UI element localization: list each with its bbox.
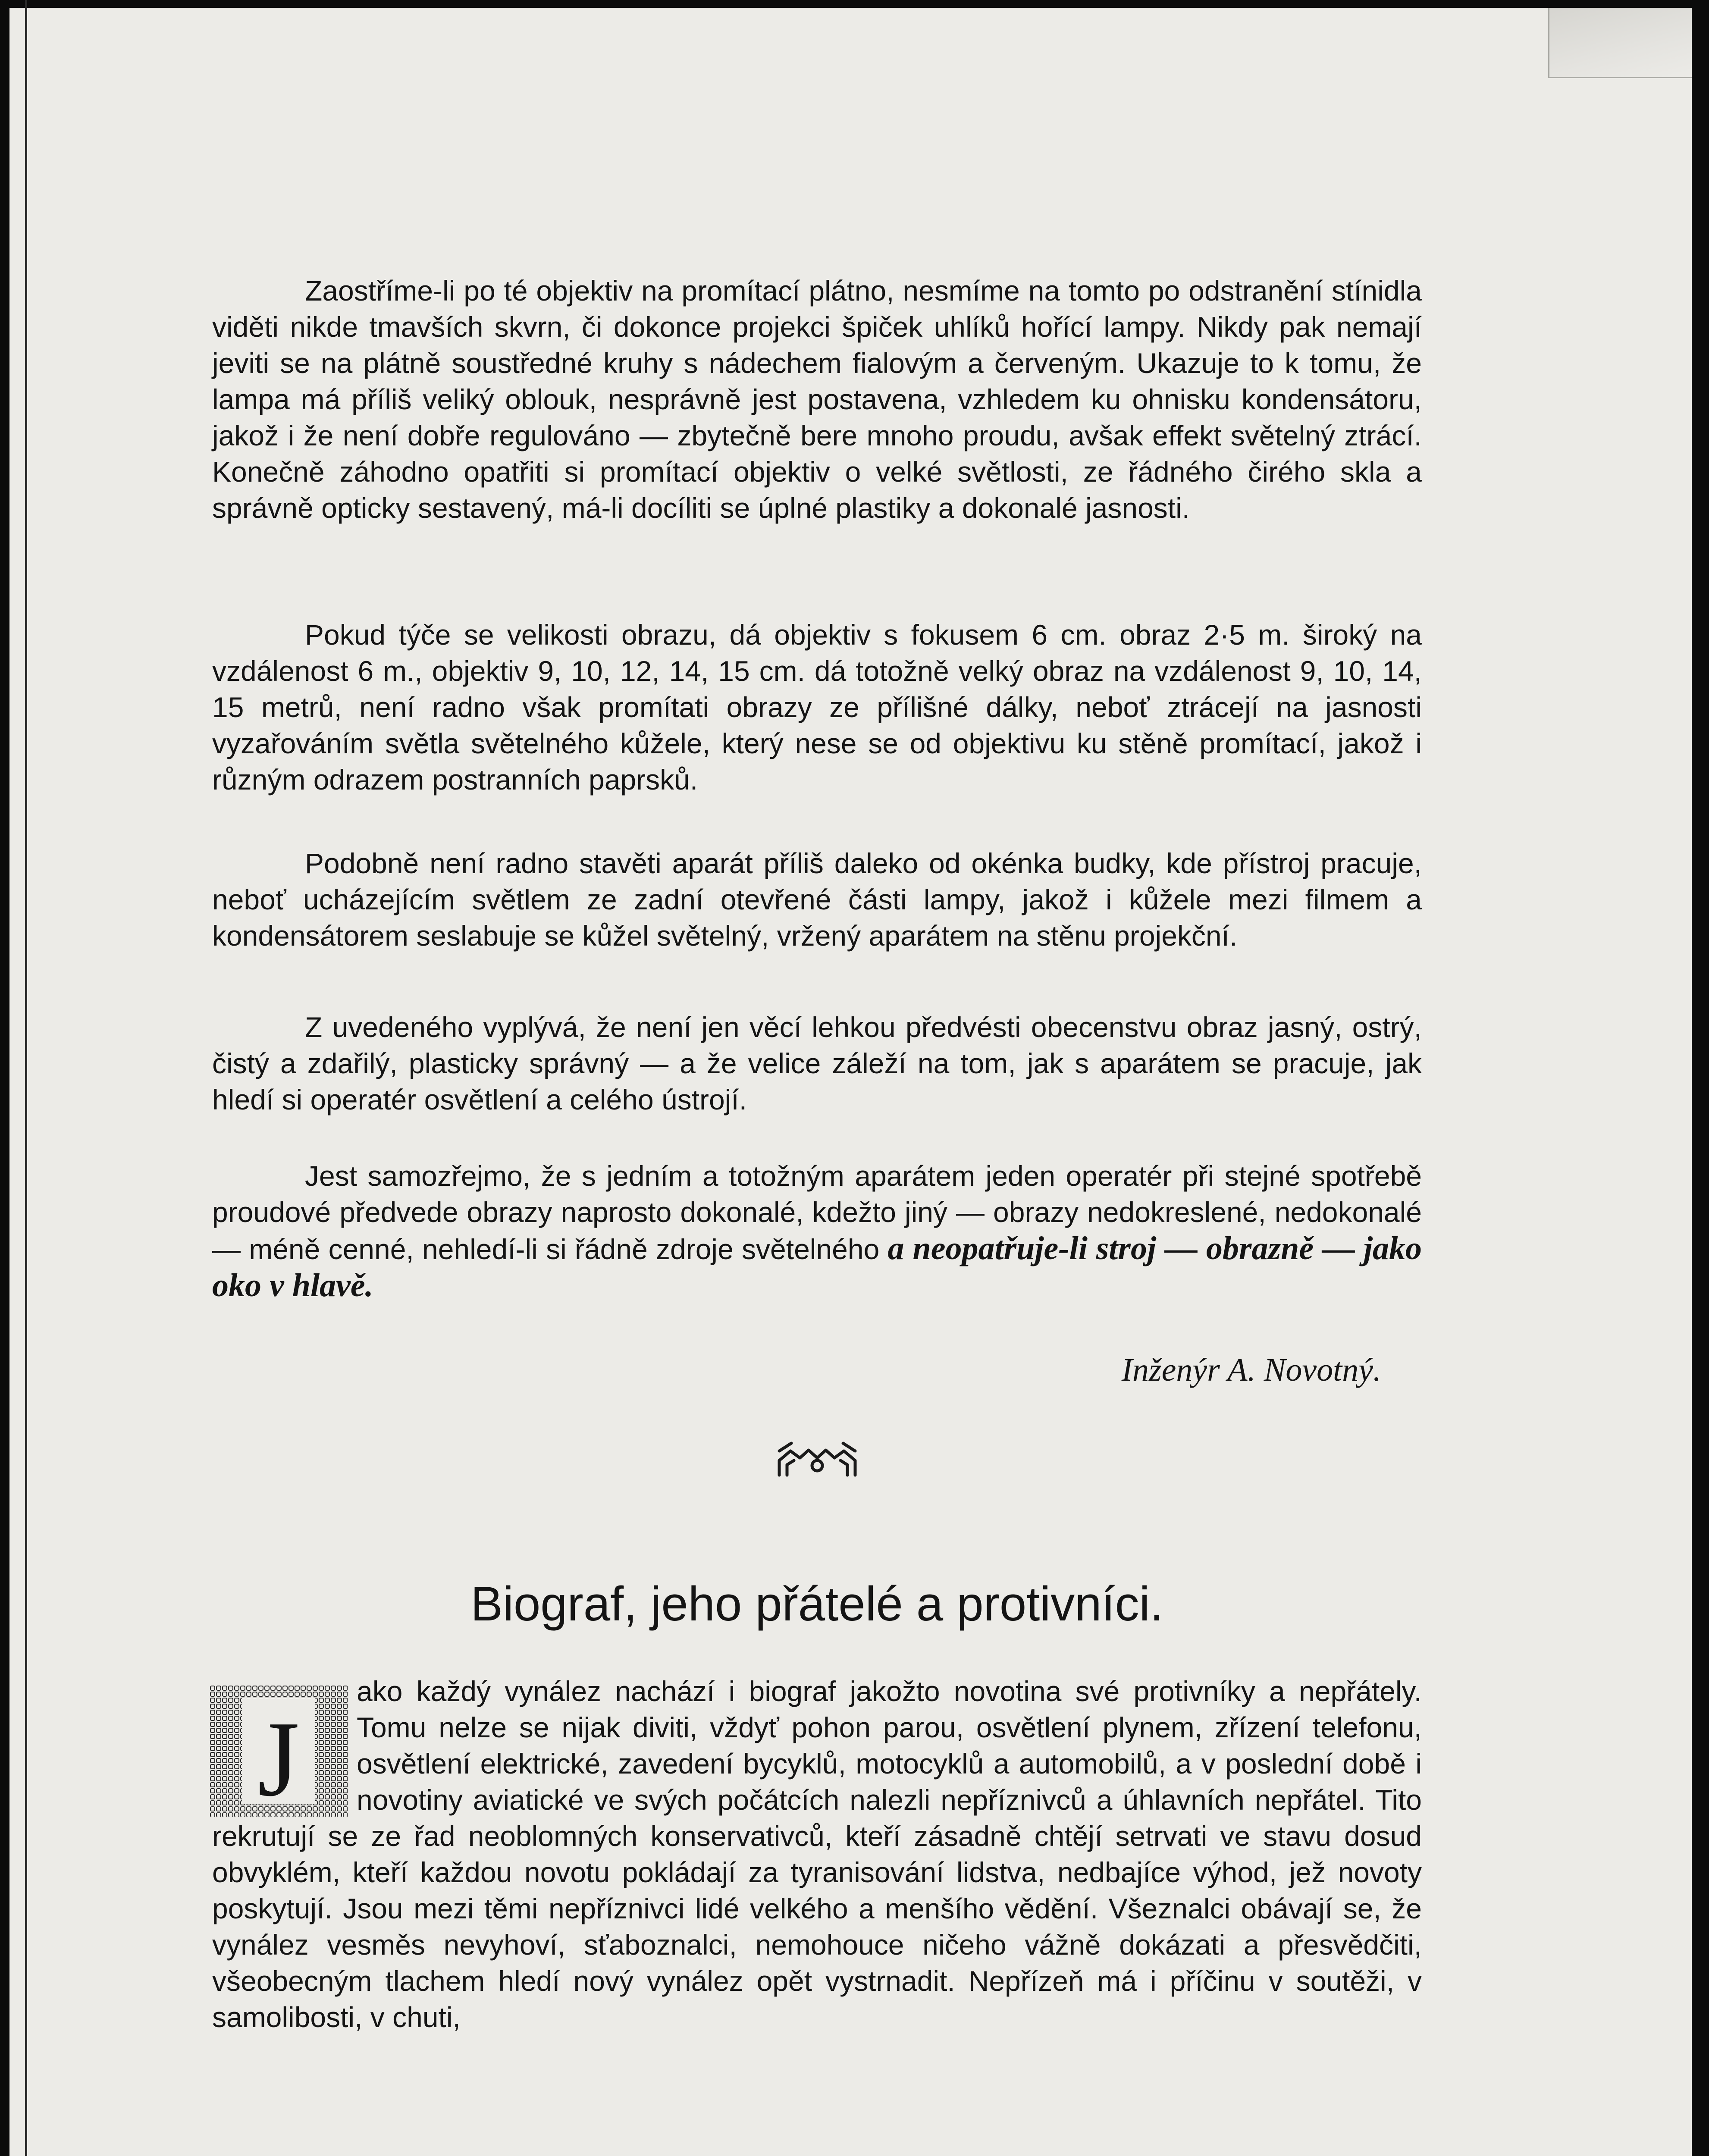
paragraph-5-text: Jest samozřejmo, že s jedním a totožným aparátem jeden operatér při stejné spotřebě proudové předvede obrazy naprosto dokonalé, kdežto jiný — obrazy nedokreslené, nedokonalé — méně cenné, nehledí-li si řádně zdroje světelného [212,1160,1422,1265]
scan-border-left [0,0,9,2156]
paragraph-5-italic-text: a neopatřuje-li stroj — obrazně — jako oko v hlavě. [212,1230,1422,1304]
paragraph-1: Zaostříme-li po té objektiv na promítací plátno, nesmíme na tomto po odstranění stínidla viděti nikde tmavších skvrn, či dokonce projekci špiček uhlíků hořící lampy. Nikdy pak nemají jeviti se na plátně soustředné kruhy s nádechem fialovým a červeným. Ukazuje to k tomu, že lampa má příliš veliký oblouk, nesprávně jest postavena, vzhledem ku ohnisku kondensátoru, jakož i že není dobře regulováno — zbytečně bere mnoho proudu, avšak effekt světelný ztrácí. Konečně záhodno opatřiti si promítací objektiv o velké světlosti, ze řádného čirého skla a správně opticky sestavený, má-li docíliti se úplné plastiky a dokonalé jasnosti. [212,275,1422,524]
scan-border-top [0,0,1709,8]
drop-cap-spacer [212,1673,357,1815]
scan-border-right [1692,0,1709,2156]
page-gutter-line [25,0,27,2156]
paragraph-3: Podobně není radno stavěti aparát příliš daleko od okénka budky, kde přístroj pracuje, neboť ucházejícím světlem ze zadní otevřené části lampy, jakož i kůžele mezi filmem a kondensátorem seslabuje se kůžel světelný, vržený aparátem na stěnu projekční. [212,847,1422,952]
paragraph-4: Z uvedeného vyplývá, že není jen věcí lehkou předvésti obecenstvu obraz jasný, ostrý, čistý a zdařilý, plasticky správný — a že velice záleží na tom, jak s aparátem se pracuje, jak hledí si operatér osvětlení a celého ústrojí. [212,1011,1422,1116]
paragraph-2: Pokud týče se velikosti obrazu, dá objektiv s fokusem 6 cm. obraz 2·5 m. široký na vzdálenost 6 m., objektiv 9, 10, 12, 14, 15 cm. dá totožně velký obraz na vzdálenost 9, 10, 14, 15 metrů, není radno však promítati obrazy ze přílišné dálky, neboť ztrácejí na jasnosti vyzařováním světla světelného kůžele, který nese se od objektivu ku stěně promítací, jakož i různým odrazem postranních paprsků. [212,619,1422,796]
author-signature: Inženýr A. Novotný. [1121,1352,1381,1388]
section-ornament-icon [774,1438,860,1481]
article-title: Biograf, jeho přátelé a protivníci. [470,1577,1163,1631]
drop-cap-letter: J [257,1699,300,1817]
paragraph-5 [212,1158,1422,1304]
page-corner-crease [1548,8,1692,78]
article-body-text: ako každý vynález nachází i biograf jakožto novotina své protivníky a nepřátely. Tomu nelze se nijak diviti, vždyť pohon parou, osvětlení plynem, zřízení telefonu, osvětlení elektrické, zavedení bycyklů, motocyklů a automobilů, a v poslední době i novotiny aviatické ve svých počátcích nalezli nepříznivců a úhlavních nepřátel. Tito rekrutují se ze řad neoblomných konservativců, kteří zásadně chtějí setrvati ve stavu dosud obvyklém, kteří každou novotu pokládají za tyranisování lidstva, nedbajíce výhod, jež novoty poskytují. Jsou mezi těmi nepříznivci lidé velkého a menšího vědění. Všeznalci obávají se, že vynález vesměs nevyhoví, sťaboznalci, nemohouce ničeho vážně dokázati a přesvědčiti, všeobecným tlachem hledí nový vynález opět vystrnadit. Nepřízeň má i příčinu v soutěži, v samolibosti, v chuti, [212,1675,1422,2033]
article-body [212,1673,1422,2035]
